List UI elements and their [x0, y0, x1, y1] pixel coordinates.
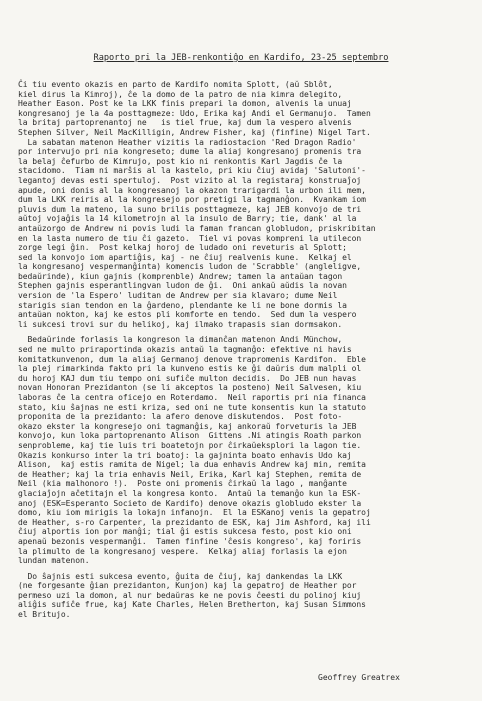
text-line: (ne forgesante ĝian prezidanton, Kunjon) kaj la gepatroj de Heather por [18, 581, 357, 591]
text-line: apenaŭ bezonis vespermanĝi. Tamen finfine 'ĉesis kongreso', kaj foriris [18, 536, 362, 546]
text-line: stacidomo. Tiam ni marŝis al la kastelo, pri kiu ĉiuj avidaj 'Salutoni'- [18, 166, 366, 176]
text-line: antaŭzorgo de Andrew ni povis ludi la faman francan globludon, priskribitan [18, 223, 376, 233]
text-line: glaciaĵojn aĉetitajn el la kongresa konto. Antaŭ la temanĝo kun la ESK- [18, 488, 362, 498]
text-line: el Britujo. [18, 610, 71, 620]
text-line: novan Honoran Prezidanton (se li akceptos la posteno) Neil Salvesen, kiu [18, 383, 362, 393]
text-line: aŭtoj vojaĝis la 14 kilometrojn al la insulo de Barry; tie, dank' al la [18, 214, 357, 224]
text-line: du horoj KAJ dum tiu tempo oni sufiĉe multon decidis. Do JEB nun havas [18, 373, 357, 383]
text-line: legantoj devas esti spertuloj. Post vizito al la registaraj konstruaĵoj [18, 175, 362, 185]
text-line: apude, oni donis al la kongresanoj la okazon trarigardi la urbon ili mem, [18, 185, 366, 195]
text-line: senprobleme, kaj tie luis tri boatetojn por ĉirkaŭeksplori la lagon tie. [18, 440, 362, 450]
text-line: domo, kiu iom mirigis la lokajn infanojn. El la ESKanoj venis la gepatroj [18, 508, 371, 518]
text-line: Stephen Silver, Neil MacKilligin, Andrew Fisher, kaj (finfine) Nigel Tart. [18, 127, 371, 137]
text-line: okazo ekster la kongresejo oni tagmanĝis, kaj ankoraŭ forveturis la JEB [18, 421, 357, 431]
text-line: de Heather; kaj la tria enhavis Neil, Erika, Karl kaj Stephen, remita de [18, 469, 362, 479]
paragraph [18, 80, 470, 329]
text-line: proponita de la prezidanto: la afero denove diskutendos. Post foto- [18, 412, 343, 422]
text-line: Heather Eason. Post ke la LKK finis prepari la domon, alvenis la unuaj [18, 99, 352, 109]
text-line: aliĝis sufiĉe frue, kaj Kate Charles, Helen Bretherton, kaj Susan Simmons [18, 600, 366, 610]
text-line: permeso uzi la domon, al nur bedaŭras ke ne povis ĉeesti du polinoj kiuj [18, 590, 362, 600]
text-line: li sukcesi trovi sur du helikoj, kaj ilmako trapasis sian dormsakon. [18, 319, 343, 329]
text-line: zorge legi ĝin. Post kelkaj horoj de ludado oni reveturis al Splott; [18, 243, 347, 253]
text-line: stato, kiu ŝajnas ne esti kriza, sed oni ne tute konsentis kun la statuto [18, 402, 366, 412]
text-line: konvojo, kun loka partoprenanto Alison Gittens .Ni atingis Roath parkon [18, 431, 362, 441]
text-line: bedaŭrinde), kiun gajnis (komprenble) Andrew; tamen la antaŭan tagon [18, 271, 343, 281]
text-line: lundan matenon. [18, 556, 90, 566]
text-line: por intervujo pri nia kongreseto; dume la aliaj kongresanoj promenis tra [18, 147, 362, 157]
text-line: kongresanoj je la 4a posttagmeze: Udo, Erika kaj Andi el Germanujo. Tamen [18, 108, 371, 118]
text-line: starigis sian tendon en la ĝardeno, plendante ke li ne bone dormis la [18, 300, 347, 310]
text-line: de Heather, s-ro Carpenter, la prezidanto de ESK, kaj Jim Ashford, kaj ili [18, 517, 371, 527]
text-line: laboras ĉe la centra oficejo en Roterdamo. Neil raportis pri nia financa [18, 393, 366, 402]
text-line: Do ŝajnis esti sukcesa evento, ĝuita de ĉiuj, kaj dankendas la LKK [18, 571, 343, 581]
text-line: version de 'la Espero' luditan de Andrew per sia klavaro; dume Neil [18, 291, 338, 301]
text-line: sed ne multo priraportinda okazis antaŭ la tagmanĝo: efektive ni havis [18, 345, 352, 355]
text-line: Bedaŭrinde forlasis la kongreson la dimanĉan matenon Andi Münchow, [18, 335, 343, 345]
text-line: Stephen gajnis esperantlingvan ludon de ĝi. Oni ankaŭ aŭdis la novan [18, 281, 347, 291]
text-line: pluvis dum la mateno, la suno brilis posttagmeze, kaj JEB konvojo de tri [18, 204, 362, 214]
text-line: la belaj ĉefurbo de Kimrujo, post kio ni renkontis Karl Jagdis ĉe la [18, 156, 343, 166]
text-line: Ĉi tiu evento okazis en parto de Kardifo nomita Splott, (aŭ Sblôt, [18, 80, 333, 89]
text-line: la plimulto de la kongresanoj vespere. Kelkaj aliaj forlasis la ejon [18, 546, 347, 556]
document-title: Raporto pri la JEB-renkontiĝo en Kardifo, 23-25 septembro [93, 53, 389, 63]
text-line: antaŭan nokton, kaj ke estos pli komforte en tendo. Sed dum la vespero [18, 310, 357, 320]
paragraph [18, 572, 470, 620]
text-line: Neil (kia malhonoro !). Poste oni promenis ĉirkaŭ la lago , manĝante [18, 479, 347, 489]
text-line: Okazis konkurso inter la tri boatoj: la gajninta boato enhavis Udo kaj [18, 450, 352, 460]
text-line: dum la LKK reiris al la kongresejo por pretigi la tagmanĝon. Kvankam iom [18, 195, 366, 205]
text-line: ĉiuj alportis ion por manĝi; tial ĝi estis sukcesa festo, post kio oni [18, 527, 352, 537]
text-line: en la lasta numero de tiu ĉi gazeto. Tiel vi povas kompreni la utilecon [18, 233, 362, 243]
text-line: anoj (ESK=Esperanto Societo de Kardifo) denove okazis globludo ekster la [18, 498, 362, 508]
text-line: la kongresanoj vespermanĝinta) komencis ludon de 'Scrabble' (angleligve, [18, 262, 362, 272]
text-line: komitatkunvenon, dum la aliaj Germanoj denove trapromenis Kardifon. Eble [18, 354, 366, 364]
signature: Geoffrey Greatrex [318, 673, 400, 682]
text-line: La sabatan matenon Heather vizitis la radiostacion 'Red Dragon Radio' [18, 137, 357, 147]
paragraph [18, 335, 470, 565]
text-line: la britaj partoprenantoj ne is tiel frue, kaj dum la vespero alvenis [18, 118, 352, 128]
text-line: kiel dirus la Kimroj), ĉe la domo de la patro de nia kimra delegito, [18, 89, 343, 99]
text-line: sed la konvojo iom apartiĝis, kaj - ne ĉiuj realvenis kune. Kelkaj el [18, 252, 352, 262]
document-body [18, 80, 470, 620]
text-line: la plej rimarkinda fakto pri la kunveno estis ke ĝi daŭris dum malpli ol [18, 364, 362, 374]
text-line: Alison, kaj estis ramita de Nigel; la dua enhavis Andrew kaj min, remita [18, 460, 366, 470]
